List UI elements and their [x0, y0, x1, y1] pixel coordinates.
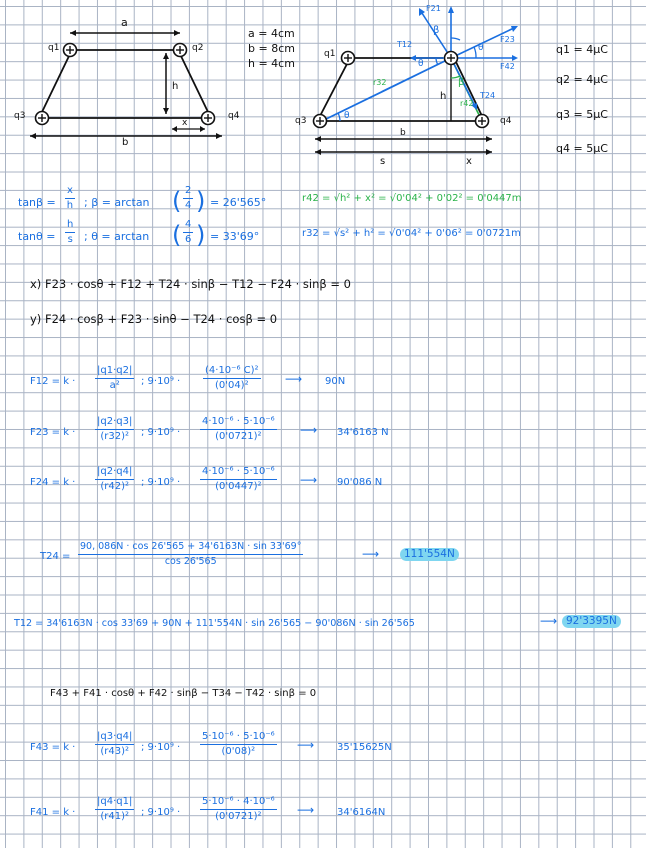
f23-numerator: |q2·q3|: [95, 417, 134, 430]
fig2-charge-q1-symbol: [342, 52, 355, 65]
charge-q4-value: q4 = 5μC: [556, 142, 608, 155]
f23-result: 34'6163 N: [337, 427, 389, 438]
tan-beta-fraction: [65, 186, 75, 211]
f24-result: 90'086 N: [337, 477, 383, 488]
fig1-label-q1: q1: [48, 43, 60, 53]
x-equilibrium-equation: x) F23 · cosθ + F12 + T24 · sinβ − T12 − F24 · sinβ = 0: [30, 277, 351, 291]
f12-constant: ; 9·10⁹ ·: [141, 376, 181, 387]
f23-value-denominator: (0'0721)²: [215, 431, 262, 442]
tan-beta-paren-close: ): [196, 187, 206, 215]
given-h: h = 4cm: [248, 57, 295, 70]
f43-fraction: [95, 732, 134, 757]
fig1-label-q2: q2: [192, 43, 204, 53]
fig1-label-q3: q3: [14, 111, 26, 121]
fig2-charge-q2-symbol: [445, 52, 458, 65]
fig2-charge-q4-symbol: [476, 115, 489, 128]
fig2-label-b: b: [400, 128, 406, 138]
fig1-label-b: b: [122, 137, 129, 148]
y-equilibrium-equation: y) F24 · cosβ + F23 · sinθ − T24 · cosβ = 0: [30, 312, 278, 326]
tan-beta-denominator: h: [66, 200, 74, 211]
tan-theta-lhs: tanθ =: [18, 230, 56, 243]
f41-lhs: F41 = k ·: [30, 807, 76, 818]
f43-value-fraction: [200, 732, 277, 757]
t24-denominator: cos 26'565: [164, 555, 217, 567]
fig2-label-q3: q3: [295, 116, 307, 126]
fig2-label-theta3: θ: [478, 43, 484, 53]
t24-arrow: ⟶: [362, 547, 380, 561]
fig2-label-f21: F21: [426, 4, 441, 13]
q4-equilibrium-equation: F43 + F41 · cosθ + F42 · sinβ − T34 − T42 · sinβ = 0: [50, 688, 317, 699]
f12-fraction: [95, 366, 134, 391]
f43-constant: ; 9·10⁹ ·: [141, 742, 181, 753]
tan-theta-denominator: s: [67, 234, 73, 245]
f41-constant: ; 9·10⁹ ·: [141, 807, 181, 818]
fig1-label-q4: q4: [228, 111, 240, 121]
fig2-label-f23: F23: [500, 35, 515, 44]
tan-theta-arg-num: 4: [183, 220, 193, 233]
f43-value-numerator: 5·10⁻⁶ · 5·10⁻⁶: [200, 732, 277, 745]
tan-beta-arg-num: 2: [183, 186, 193, 199]
fig2-label-q1: q1: [324, 49, 336, 59]
t24-lhs: T24 =: [40, 551, 71, 562]
fig2-label-theta1: θ: [344, 111, 350, 121]
t24-result: 111'554N: [400, 548, 459, 561]
tan-beta-arg: [183, 186, 193, 211]
fig2-label-t12: T12: [397, 40, 413, 49]
f43-lhs: F43 = k ·: [30, 742, 76, 753]
tan-theta-arg-den: 6: [185, 234, 192, 245]
fig2-label-t24: T24: [480, 91, 496, 100]
tan-theta-numerator: h: [65, 220, 75, 233]
fig1-label-x: x: [182, 118, 188, 128]
tan-theta-paren-open: (: [172, 221, 182, 249]
f12-numerator: |q1·q2|: [95, 366, 134, 379]
given-a: a = 4cm: [248, 27, 295, 40]
fig2-label-r32: r32: [373, 78, 387, 87]
tan-beta-lhs: tanβ =: [18, 196, 56, 209]
f23-arrow: ⟶: [300, 423, 318, 437]
r42-equation: r42 = √h² + x² = √0'04² + 0'02² = 0'0447m: [302, 193, 522, 204]
f24-arrow: ⟶: [300, 473, 318, 487]
t24-fraction: [78, 542, 303, 566]
f24-fraction: [95, 467, 134, 492]
f12-lhs: F12 = k ·: [30, 376, 76, 387]
f12-arrow: ⟶: [285, 372, 303, 386]
f43-result: 35'15625N: [337, 742, 392, 753]
given-b: b = 8cm: [248, 42, 295, 55]
f23-value-fraction: [200, 417, 277, 442]
f23-lhs: F23 = k ·: [30, 427, 76, 438]
fig1-label-h: h: [172, 81, 179, 92]
fig2-label-theta2: θ: [418, 59, 424, 69]
f24-value-fraction: [200, 467, 277, 492]
f41-value-denominator: (0'0721)²: [215, 811, 262, 822]
tan-beta-result: = 26'565°: [210, 196, 267, 209]
f23-denominator: (r32)²: [100, 431, 129, 442]
f12-denominator: a²: [109, 380, 120, 391]
f23-fraction: [95, 417, 134, 442]
t12-result: 92'3395N: [562, 615, 621, 628]
f23-constant: ; 9·10⁹ ·: [141, 427, 181, 438]
tan-beta-numerator: x: [65, 186, 75, 199]
r32-equation: r32 = √s² + h² = √0'04² + 0'06² = 0'0721m: [302, 228, 521, 239]
charge-q3-value: q3 = 5μC: [556, 108, 608, 121]
charge-q1-value: q1 = 4μC: [556, 43, 608, 56]
f23-value-numerator: 4·10⁻⁶ · 5·10⁻⁶: [200, 417, 277, 430]
f12-value-denominator: (0'04)²: [214, 380, 249, 391]
t12-arrow: ⟶: [540, 614, 558, 628]
tan-theta-fraction: [65, 220, 75, 245]
fig2-label-r42: r42: [460, 99, 474, 108]
f24-value-denominator: (0'0447)²: [215, 481, 262, 492]
tan-theta-arg: [183, 220, 193, 245]
fig2-label-x: x: [466, 156, 472, 167]
fig2-charge-q3-symbol: [314, 115, 327, 128]
f43-value-denominator: (0'08)²: [221, 746, 256, 757]
tan-theta-paren-close: ): [196, 221, 206, 249]
fig2-label-beta1: β: [433, 25, 440, 36]
f24-constant: ; 9·10⁹ ·: [141, 477, 181, 488]
f41-value-fraction: [200, 797, 277, 822]
tan-beta-arctan: ; β = arctan: [84, 196, 150, 209]
tan-beta-arg-den: 4: [185, 200, 192, 211]
f24-numerator: |q2·q4|: [95, 467, 134, 480]
f41-numerator: |q4·q1|: [95, 797, 134, 810]
fig2-label-h: h: [440, 91, 447, 102]
f41-fraction: [95, 797, 134, 822]
fig2-label-s: s: [380, 156, 386, 167]
f43-denominator: (r43)²: [100, 746, 129, 757]
fig2-label-q4: q4: [500, 116, 512, 126]
fig2-label-f42: F42: [500, 62, 515, 71]
f24-lhs: F24 = k ·: [30, 477, 76, 488]
charge-q2-value: q2 = 4μC: [556, 73, 608, 86]
f41-result: 34'6164N: [337, 807, 386, 818]
f24-value-numerator: 4·10⁻⁶ · 5·10⁻⁶: [200, 467, 277, 480]
f41-denominator: (r41)²: [100, 811, 129, 822]
f43-arrow: ⟶: [297, 738, 315, 752]
tan-theta-result: = 33'69°: [210, 230, 260, 243]
f12-value-numerator: (4·10⁻⁶ C)²: [203, 366, 261, 379]
f24-denominator: (r42)²: [100, 481, 129, 492]
f12-value-fraction: [203, 366, 261, 391]
t12-expression: T12 = 34'6163N · cos 33'69 + 90N + 111'554N · sin 26'565 − 90'086N · sin 26'565: [14, 618, 415, 629]
tan-theta-arctan: ; θ = arctan: [84, 230, 150, 243]
tan-beta-paren-open: (: [172, 187, 182, 215]
fig2-label-beta2: β: [458, 77, 465, 88]
t24-numerator: 90, 086N · cos 26'565 + 34'6163N · sin 33'69°: [78, 542, 303, 555]
f12-result: 90N: [325, 376, 346, 387]
f43-numerator: |q3·q4|: [95, 732, 134, 745]
f41-arrow: ⟶: [297, 803, 315, 817]
fig1-label-a: a: [121, 16, 128, 29]
f41-value-numerator: 5·10⁻⁶ · 4·10⁻⁶: [200, 797, 277, 810]
